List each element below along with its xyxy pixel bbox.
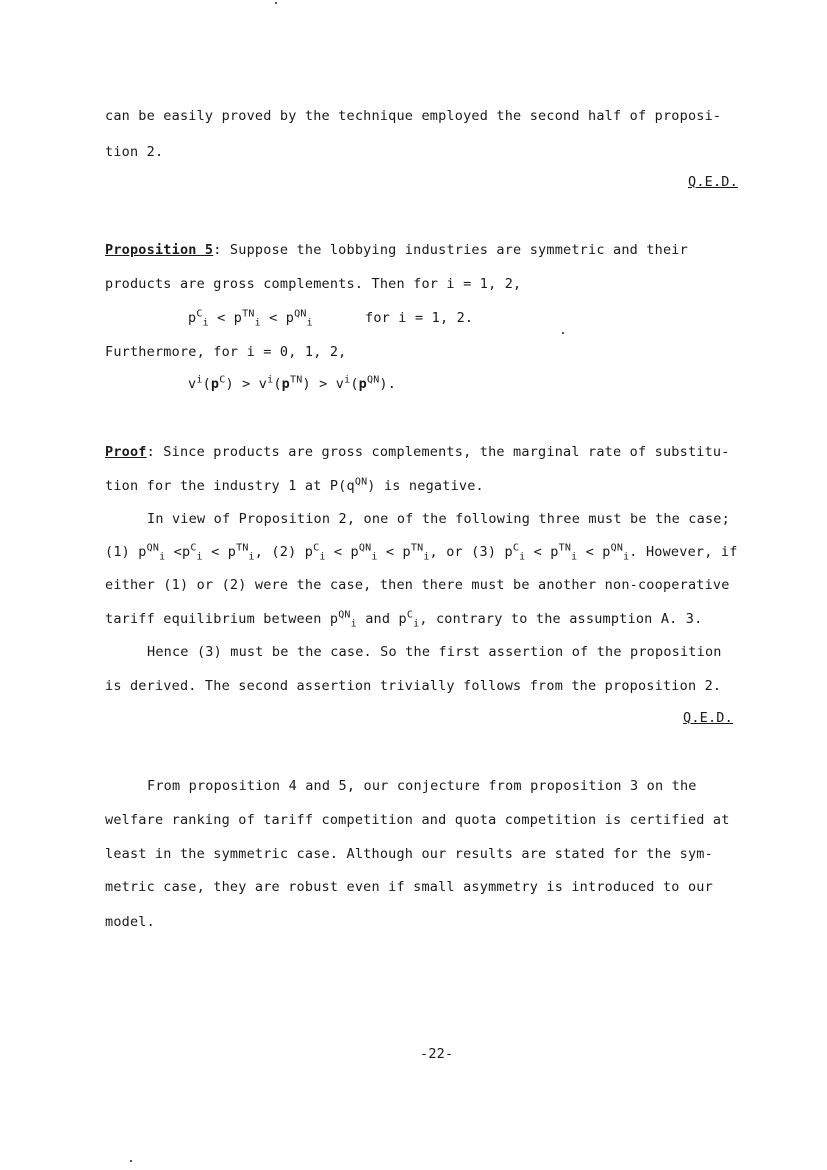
text-line: is derived. The second assertion trivially follows from the proposition 2. — [105, 678, 722, 694]
qed-mark: Q.E.D. — [688, 174, 738, 190]
text-line: Furthermore, for i = 0, 1, 2, — [105, 344, 347, 360]
text-line: can be easily proved by the technique employed the second half of proposi- — [105, 108, 722, 124]
text-line: metric case, they are robust even if small asymmetry is introduced to our — [105, 879, 713, 895]
text-line: least in the symmetric case. Although our results are stated for the sym- — [105, 846, 713, 862]
proposition-text: : Suppose the lobbying industries are symmetric and their — [213, 242, 688, 258]
text-line: In view of Proposition 2, one of the following three must be the case; — [147, 511, 730, 527]
text-line: From proposition 4 and 5, our conjecture from proposition 3 on the — [147, 778, 697, 794]
text-line: model. — [105, 914, 155, 930]
text-line: Hence (3) must be the case. So the first assertion of the proposition — [147, 644, 722, 660]
text-line: for i = 1, 2. — [365, 310, 474, 326]
qed-mark: Q.E.D. — [683, 710, 733, 726]
math-inequality: $v^i(p^C) > v^i(p^{TN}) > v^i(p^{QN})$. — [188, 374, 397, 392]
proof-label: Proof — [105, 444, 147, 460]
text-line: welfare ranking of tariff competition and quota competition is certified at — [105, 812, 730, 828]
scan-speck — [130, 1160, 132, 1162]
text-fragment: , contrary to the assumption A. 3. — [419, 611, 703, 627]
text-fragment: tariff equilibrium between p — [105, 611, 339, 627]
text-fragment: and p — [356, 611, 407, 627]
proposition-label: Proposition 5 — [105, 242, 214, 258]
text-line: tion 2. — [105, 144, 164, 160]
text-line: tariff equilibrium between $p^{QN}_i$ and $p^C_i$, contrary to the assumption A. 3. — [105, 609, 703, 630]
text-fragment: tion for the industry 1 at P(q — [105, 478, 355, 494]
text-line: products are gross complements. Then for i = 1, 2, — [105, 276, 522, 292]
text-line: tion for the industry 1 at $P(q^{QN})$ is negative. — [105, 476, 484, 494]
text-fragment: . However, if — [629, 544, 738, 560]
math-inequality: $p^C_i < p^{TN}_i < p^{QN}_i$ — [188, 308, 313, 329]
scan-speck — [275, 2, 277, 4]
proof-text: : Since products are gross complements, the marginal rate of substitu- — [146, 444, 730, 460]
math-cases: (1) $p^{QN}_i <p^C_i < p^{TN}_i$, (2) $p^C_i < p^{QN}_i < p^{TN}_i$, or (3) $p^C_i < p^{TN}_i < p^{QN}_i$. However, if — [105, 542, 738, 563]
proof-heading — [105, 444, 730, 460]
page-number: -22- — [420, 1046, 454, 1062]
text-line: either (1) or (2) were the case, then there must be another non-cooperative — [105, 577, 730, 593]
scan-speck — [562, 332, 564, 334]
text-fragment: ) is negative. — [367, 478, 484, 494]
proposition-heading — [105, 242, 688, 258]
